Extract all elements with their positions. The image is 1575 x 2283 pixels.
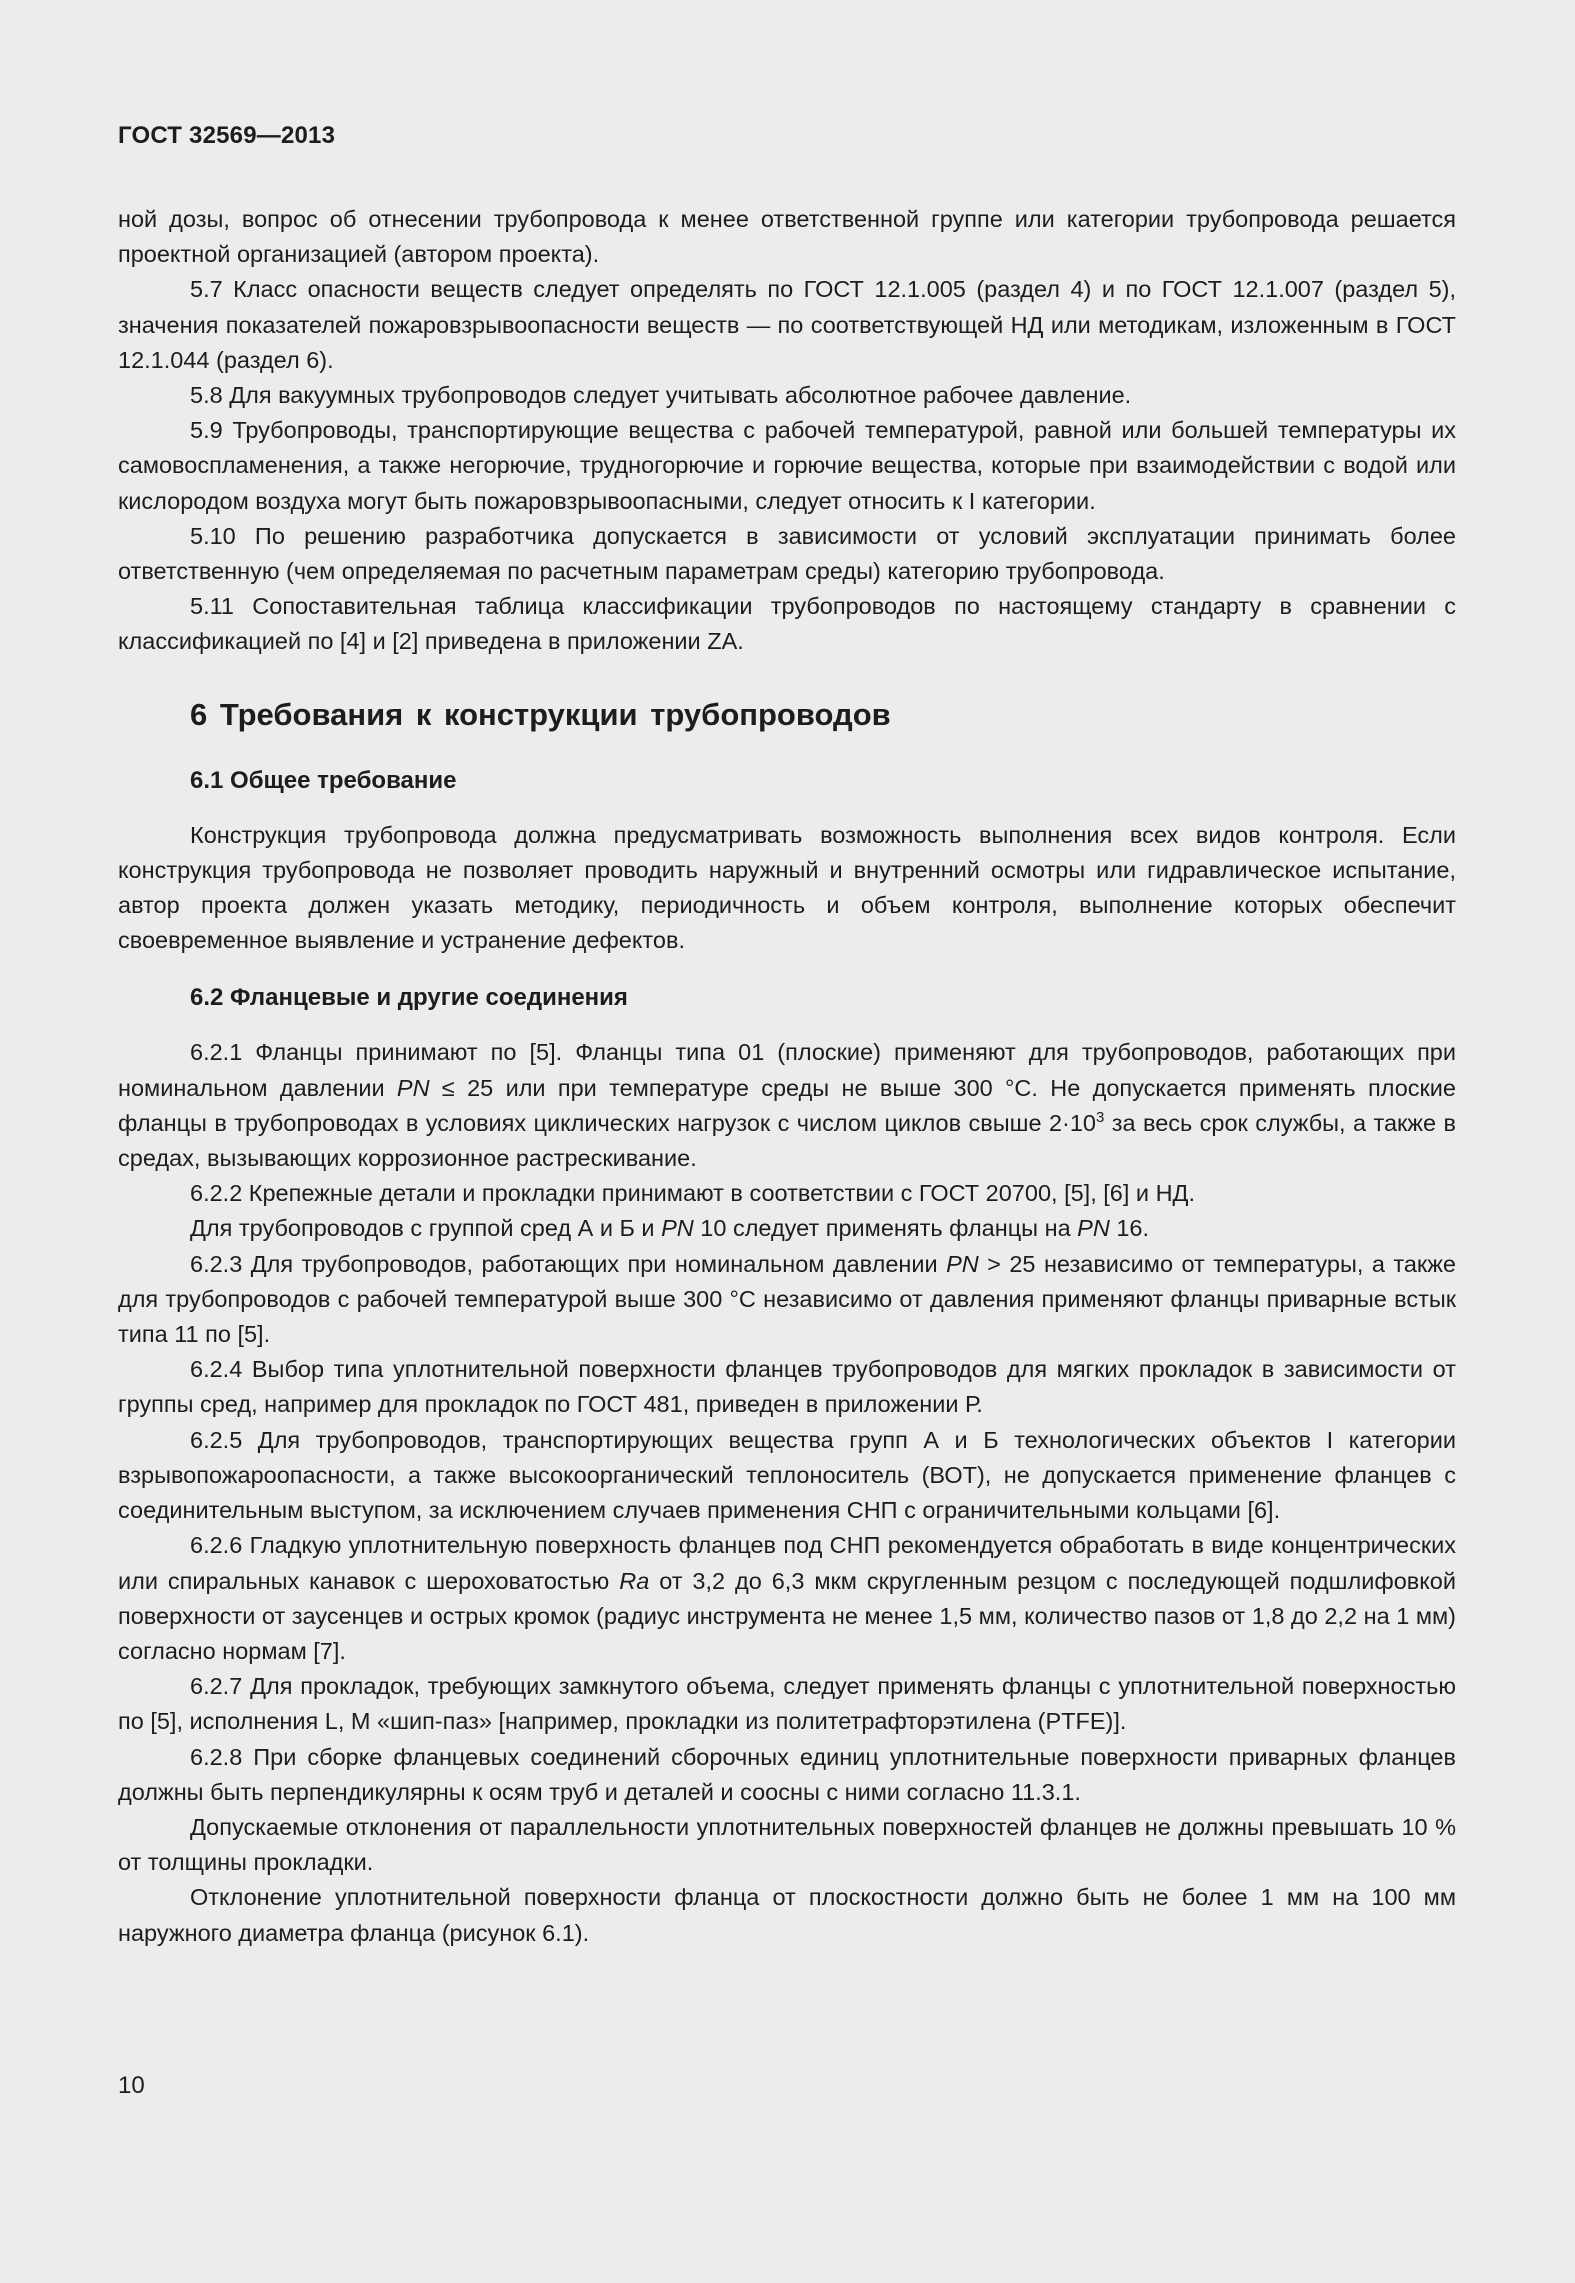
text-run: 6.2.3 Для трубопроводов, работающих при номинальном давлении <box>190 1250 947 1277</box>
paragraph-6-1: Конструкция трубопровода должна предусматривать возможность выполнения всех видов контроля. Если конструкция трубопровода не позволяет проводить наружный и внутренний осмотры или гидравлическое испытание, автор проекта должен указать методику, периодичность и объем контроля, выполнение которых обеспечит своевременное выявление и устранение дефектов. <box>118 821 1456 954</box>
ra-symbol: Ra <box>619 1567 650 1594</box>
text-run: > 25 независимо от температуры, а также для трубопроводов с рабочей температурой выше 300 °С независимо от давления применяют фланцы приварные встык типа 11 по [5]. <box>118 1250 1456 1348</box>
paragraph-5-11: 5.11 Сопоставительная таблица классификации трубопроводов по настоящему стандарту в сравнении с классификацией по [4] и [2] приведена в приложении ZA. <box>118 593 1456 655</box>
document-body <box>118 202 1456 1951</box>
subsection-heading-6-2: 6.2 Фланцевые и другие соединения <box>190 984 628 1012</box>
paragraph-6-2-8: 6.2.8 При сборке фланцевых соединений сборочных единиц уплотнительные поверхности приварных фланцев должны быть перпендикулярны к осям труб и деталей и соосны с ними согласно 11.3.1. <box>118 1743 1456 1805</box>
text-run: 16. <box>1109 1215 1150 1242</box>
paragraph-6-2-2-groups <box>118 1211 1456 1246</box>
paragraph-5-9: 5.9 Трубопроводы, транспортирующие вещества с рабочей температурой, равной или большей температуры их самовоспламенения, а также негорючие, трудногорючие и горючие вещества, которые при взаимодействии с водой или кислородом воздуха могут быть пожаровзрывоопасными, следует относить к I категории. <box>118 417 1456 514</box>
paragraph-6-2-6 <box>118 1528 1456 1669</box>
paragraph-5-8: 5.8 Для вакуумных трубопроводов следует учитывать абсолютное рабочее давление. <box>190 382 1132 409</box>
text-run: за весь срок службы, а также в средах, вызывающих коррозионное растрескивание. <box>118 1109 1456 1172</box>
document-code-header: ГОСТ 32569—2013 <box>118 122 336 149</box>
pn-symbol: PN <box>661 1215 694 1242</box>
document-page <box>118 0 1456 2283</box>
paragraph-flatness-deviation: Отклонение уплотнительной поверхности фланца от плоскостности должно быть не более 1 мм на 100 мм наружного диаметра фланца (рисунок 6.1). <box>118 1884 1456 1946</box>
subsection-heading-6-1: 6.1 Общее требование <box>190 766 457 794</box>
paragraph-6-2-7: 6.2.7 Для прокладок, требующих замкнутого объема, следует применять фланцы с уплотнительной поверхностью по [5], исполнения L, M «шип-паз» [например, прокладки из политетрафторэтилена (PTFE)]. <box>118 1673 1456 1735</box>
text-run: Для трубопроводов с группой сред А и Б и <box>190 1215 662 1242</box>
pn-symbol: PN <box>396 1074 430 1101</box>
text-run: 6.2.1 Фланцы принимают по [5]. Фланцы типа 01 (плоские) применяют для трубопроводов, работающих при номинальном давлении <box>118 1039 1456 1101</box>
text-run: ≤ 25 или при температуре среды не выше 300 °С. Не допускается применять плоские фланцы в трубопроводах в условиях циклических нагрузок с числом циклов свыше 2·10 <box>118 1074 1456 1136</box>
paragraph-6-2-5: 6.2.5 Для трубопроводов, транспортирующих вещества групп А и Б технологических объектов I категории взрывопожароопасности, а также высокоорганический теплоноситель (ВОТ), не допускается применение фланцев с соединительным выступом, за исключением случаев применения СНП с ограничительными кольцами [6]. <box>118 1426 1456 1524</box>
paragraph-6-2-2: 6.2.2 Крепежные детали и прокладки принимают в соответствии с ГОСТ 20700, [5], [6] и НД. <box>190 1180 1195 1207</box>
paragraph-parallelism-deviation: Допускаемые отклонения от параллельности уплотнительных поверхностей фланцев не должны превышать 10 % от толщины прокладки. <box>118 1813 1456 1876</box>
text-run: 6.2.6 Гладкую уплотнительную поверхность фланцев под СНП рекомендуется обработать в виде концентрических или спиральных канавок с шероховатостью <box>118 1532 1456 1594</box>
pn-symbol: PN <box>1077 1215 1110 1242</box>
paragraph-6-2-1 <box>118 1035 1456 1176</box>
text-run: от 3,2 до 6,3 мкм скругленным резцом с последующей подшлифовкой поверхности от заусенцев и острых кромок (радиус инструмента не менее 1,5 мм, количество пазов от 1,8 до 2,2 на 1 мм) согласно нормам [7]. <box>118 1567 1456 1664</box>
paragraph-6-2-3 <box>118 1247 1456 1353</box>
paragraph-6-2-4: 6.2.4 Выбор типа уплотнительной поверхности фланцев трубопроводов для мягких прокладок в зависимости от группы сред, например для прокладок по ГОСТ 481, приведен в приложении Р. <box>118 1356 1456 1418</box>
paragraph-5-7: 5.7 Класс опасности веществ следует определять по ГОСТ 12.1.005 (раздел 4) и по ГОСТ 12.1.007 (раздел 5), значения показателей пожаровзрывоопасности веществ — по соответствующей НД или методикам, изложенным в ГОСТ 12.1.044 (раздел 6). <box>118 276 1456 373</box>
pn-symbol: PN <box>946 1250 979 1277</box>
exponent: 3 <box>1096 1108 1105 1126</box>
paragraph-5-10: 5.10 По решению разработчика допускается в зависимости от условий эксплуатации принимать более ответственную (чем определяемая по расчетным параметрам среды) категорию трубопровода. <box>118 522 1456 585</box>
text-run: 10 следует применять фланцы на <box>693 1215 1078 1242</box>
paragraph-continuation: ной дозы, вопрос об отнесении трубопровода к менее ответственной группе или категории трубопровода решается проектной организацией (автором проекта). <box>118 206 1456 268</box>
section-heading-6: 6 Требования к конструкции трубопроводов <box>190 696 891 732</box>
page-number: 10 <box>118 2072 145 2099</box>
